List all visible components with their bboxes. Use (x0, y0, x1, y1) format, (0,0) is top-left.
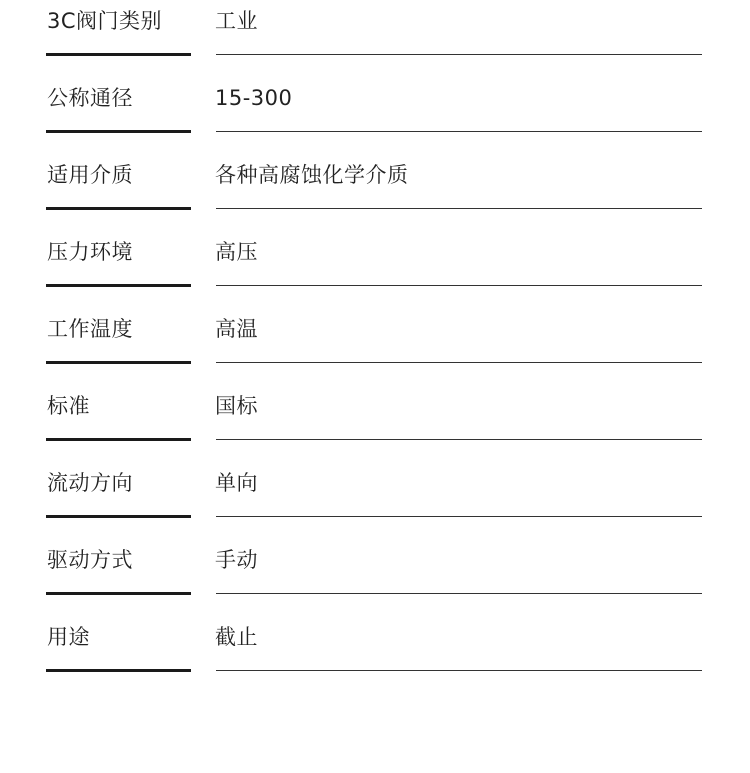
value-divider (216, 439, 702, 440)
value-divider (216, 670, 702, 671)
spec-label: 适用介质 (47, 163, 133, 187)
spec-value: 单向 (215, 471, 258, 495)
spec-row-applicable-medium (0, 156, 750, 233)
spec-value: 国标 (215, 394, 258, 418)
value-divider (216, 285, 702, 286)
spec-row-pressure-environment (0, 233, 750, 310)
value-divider (216, 208, 702, 209)
label-divider (46, 361, 191, 364)
spec-value: 高温 (215, 317, 258, 341)
value-divider (216, 362, 702, 363)
spec-label: 压力环境 (47, 240, 133, 264)
spec-value: 截止 (215, 625, 258, 649)
spec-label: 3C阀门类别 (47, 9, 163, 33)
label-divider (46, 438, 191, 441)
label-divider (46, 669, 191, 672)
label-divider (46, 592, 191, 595)
spec-row-usage (0, 618, 750, 695)
spec-row-nominal-diameter (0, 79, 750, 156)
spec-label: 标准 (47, 394, 90, 418)
spec-row-flow-direction (0, 464, 750, 541)
spec-row-working-temperature (0, 310, 750, 387)
label-divider (46, 130, 191, 133)
label-divider (46, 53, 191, 56)
spec-row-standard (0, 387, 750, 464)
value-divider (216, 131, 702, 132)
spec-label: 用途 (47, 625, 90, 649)
spec-value: 各种高腐蚀化学介质 (215, 163, 409, 187)
label-divider (46, 515, 191, 518)
value-divider (216, 54, 702, 55)
spec-row-valve-category (0, 2, 750, 79)
spec-row-drive-mode (0, 541, 750, 618)
spec-value: 手动 (215, 548, 258, 572)
spec-label: 工作温度 (47, 317, 133, 341)
value-divider (216, 593, 702, 594)
spec-label: 公称通径 (47, 86, 133, 110)
spec-value: 高压 (215, 240, 258, 264)
label-divider (46, 284, 191, 287)
spec-value: 15-300 (215, 86, 293, 110)
spec-label: 流动方向 (47, 471, 133, 495)
label-divider (46, 207, 191, 210)
spec-value: 工业 (215, 9, 258, 33)
spec-label: 驱动方式 (47, 548, 133, 572)
value-divider (216, 516, 702, 517)
